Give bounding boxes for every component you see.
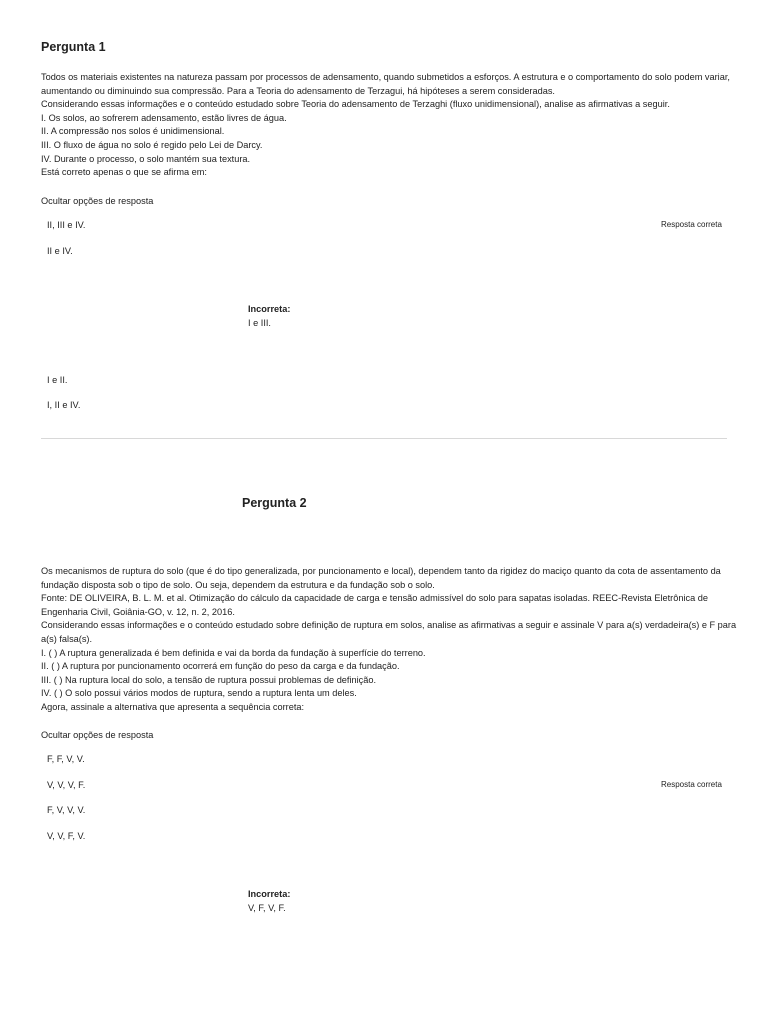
question-1-title: Pergunta 1 xyxy=(41,40,106,54)
question-1-line: I. Os solos, ao sofrerem adensamento, estão livres de água. xyxy=(41,112,287,123)
question-1-line: Está correto apenas o que se afirma em: xyxy=(41,167,207,178)
question-1-option-e[interactable]: I, II e IV. xyxy=(47,400,81,410)
question-2-option-b[interactable]: V, V, V, F. xyxy=(47,780,86,790)
question-1-line: Todos os materiais existentes na natureza passam por processos de adensamento, quando submetidos a esforços. A estrutura e o comportamento do solo podem variar, xyxy=(41,72,730,82)
question-2-line: III. ( ) Na ruptura local do solo, a tensão de ruptura possui problemas de definição. xyxy=(41,674,377,685)
question-2-option-c[interactable]: F, V, V, V. xyxy=(47,805,86,815)
question-1-line: IV. Durante o processo, o solo mantém sua textura. xyxy=(41,153,251,164)
question-1-incorrect-label: Incorreta: xyxy=(248,304,291,314)
question-2-correct-answer-label: Resposta correta xyxy=(661,780,722,789)
question-2-incorrect-answer[interactable]: V, F, V, F. xyxy=(248,903,286,913)
question-2-line: Considerando essas informações e o conteúdo estudado sobre definição de ruptura em solos, analise as afirmativas a seguir e assinale V para a(s) verdadeira(s) e F para xyxy=(41,620,737,631)
question-divider xyxy=(41,438,727,439)
question-2-text xyxy=(41,565,736,715)
question-1-hide-options-link[interactable]: Ocultar opções de resposta xyxy=(41,196,154,206)
question-2-line: a(s) falsa(s). xyxy=(41,633,93,644)
question-2-line: IV. ( ) O solo possui vários modos de ruptura, sendo a ruptura lenta um deles. xyxy=(41,688,357,699)
question-1-incorrect-answer[interactable]: I e III. xyxy=(248,318,271,328)
question-2-incorrect-label: Incorreta: xyxy=(248,889,291,899)
question-1-line: II. A compressão nos solos é unidimensional. xyxy=(41,126,225,137)
question-1-line: Considerando essas informações e o conteúdo estudado sobre Teoria do adensamento de Terzaghi (fluxo unidimensional), analise as afirmativas a seguir. xyxy=(41,99,670,110)
question-1-option-d[interactable]: I e II. xyxy=(47,375,68,385)
question-1-option-a[interactable]: II, III e IV. xyxy=(47,220,86,230)
question-2-line: Os mecanismos de ruptura do solo (que é do tipo generalizada, por puncionamento e local), dependem tanto da rigidez do maciço quanto da cota de assentamento da xyxy=(41,566,721,576)
question-2-line: Fonte: DE OLIVEIRA, B. L. M. et al. Otimização do cálculo da capacidade de carga e tensão admissível do solo para sapatas isoladas. REEC-Revista Eletrônica de xyxy=(41,593,708,604)
question-1-text xyxy=(41,71,730,180)
question-2-line: fundação disposta sob o tipo de solo. Ou seja, dependem da estrutura e da fundação sob o solo. xyxy=(41,579,435,590)
question-2-line: Agora, assinale a alternativa que apresenta a sequência correta: xyxy=(41,701,305,712)
question-2-option-d[interactable]: V, V, F, V. xyxy=(47,831,86,841)
question-1-correct-answer-label: Resposta correta xyxy=(661,220,722,229)
question-2-option-a[interactable]: F, F, V, V. xyxy=(47,754,85,764)
question-2-line: I. ( ) A ruptura generalizada é bem definida e vai da borda da fundação à superfície do terreno. xyxy=(41,647,426,658)
question-2-line: II. ( ) A ruptura por puncionamento ocorrerá em função do peso da carga e da fundação. xyxy=(41,661,400,672)
question-1-option-b[interactable]: II e IV. xyxy=(47,246,73,256)
question-2-hide-options-link[interactable]: Ocultar opções de resposta xyxy=(41,730,154,740)
question-2-title: Pergunta 2 xyxy=(242,496,307,510)
question-1-line: aumentando ou diminuindo sua compressão. Para a Teoria do adensamento de Terzagui, há hipóteses a serem consideradas. xyxy=(41,85,555,96)
question-1-line: III. O fluxo de água no solo é regido pelo Lei de Darcy. xyxy=(41,139,263,150)
question-2-line: Engenharia Civil, Goiânia-GO, v. 12, n. 2, 2016. xyxy=(41,606,235,617)
